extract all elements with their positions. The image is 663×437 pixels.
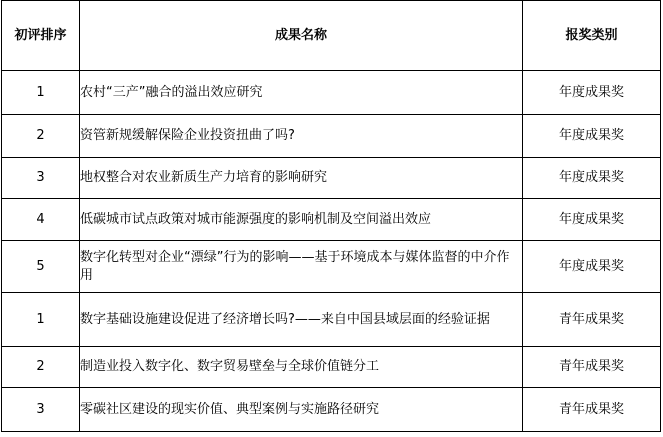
table-row [2,115,661,158]
cell-rank: 5 [2,241,80,293]
cell-type: 年度成果奖 [523,71,661,115]
table-header-row [2,1,661,71]
table-row [2,347,661,388]
cell-type: 年度成果奖 [523,115,661,158]
cell-name: 数字化转型对企业“漂绿”行为的影响——基于环境成本与媒体监督的中介作用 [80,241,523,293]
table-row [2,158,661,199]
cell-type: 年度成果奖 [523,158,661,199]
cell-rank: 1 [2,293,80,347]
cell-name: 资管新规缓解保险企业投资扭曲了吗? [80,115,523,158]
cell-type: 青年成果奖 [523,388,661,432]
cell-rank: 2 [2,347,80,388]
cell-rank: 2 [2,115,80,158]
cell-rank: 3 [2,158,80,199]
cell-rank: 3 [2,388,80,432]
results-table [1,0,661,432]
cell-rank: 1 [2,71,80,115]
cell-name: 低碳城市试点政策对城市能源强度的影响机制及空间溢出效应 [80,199,523,241]
table-row [2,293,661,347]
cell-name: 制造业投入数字化、数字贸易壁垒与全球价值链分工 [80,347,523,388]
cell-name: 数字基础设施建设促进了经济增长吗?——来自中国县域层面的经验证据 [80,293,523,347]
header-name: 成果名称 [80,1,523,71]
cell-rank: 4 [2,199,80,241]
cell-name: 地权整合对农业新质生产力培育的影响研究 [80,158,523,199]
cell-type: 青年成果奖 [523,347,661,388]
header-rank: 初评排序 [2,1,80,71]
table-row [2,199,661,241]
header-type: 报奖类别 [523,1,661,71]
cell-type: 青年成果奖 [523,293,661,347]
cell-name: 农村“三产”融合的溢出效应研究 [80,71,523,115]
cell-type: 年度成果奖 [523,241,661,293]
cell-name: 零碳社区建设的现实价值、典型案例与实施路径研究 [80,388,523,432]
cell-type: 年度成果奖 [523,199,661,241]
table-row [2,71,661,115]
table-row [2,388,661,432]
table-row [2,241,661,293]
